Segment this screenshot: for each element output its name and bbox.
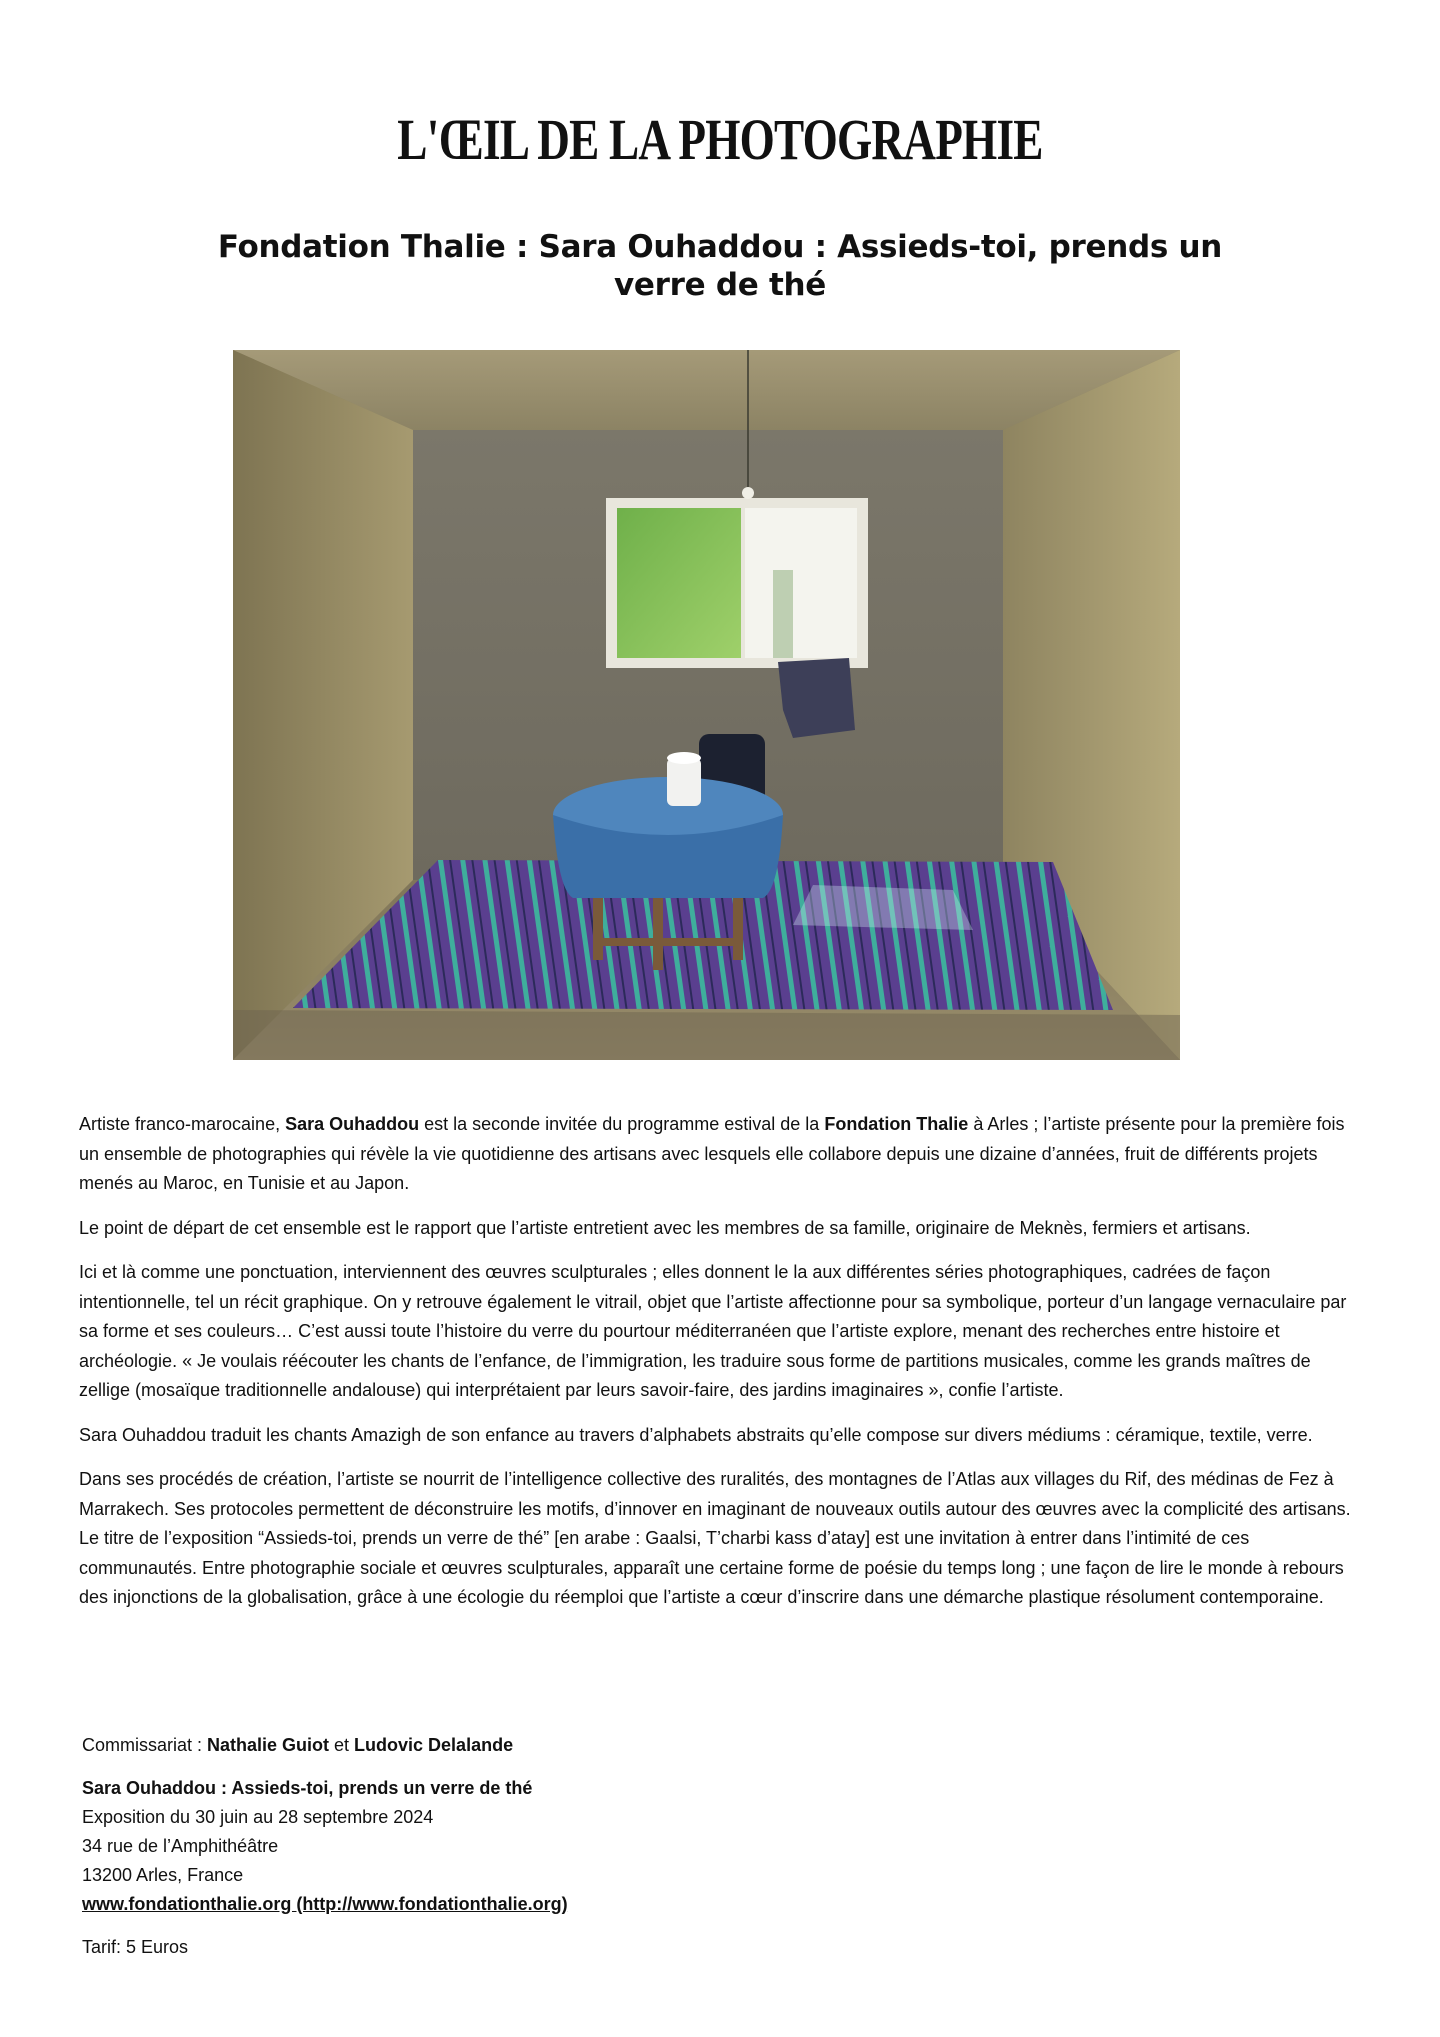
address-city: 13200 Arles, France [82,1865,244,1885]
paragraph-4: Sara Ouhaddou traduit les chants Amazigh de son enfance au travers d’alphabets abstraits qu’elle compose sur divers médiums : céramique, textile, verre. [79,1424,1313,1445]
p1-text-1: Artiste franco-marocaine, [79,1114,286,1134]
artist-name: Sara Ouhaddou [285,1114,420,1134]
room-photo-illustration [233,350,1180,1060]
exhibition-details [82,1774,982,1919]
article-title: Fondation Thalie : Sara Ouhaddou : Assieds-toi, prends un verre de thé [217,229,1223,303]
paragraph-2: Le point de départ de cet ensemble est le rapport que l’artiste entretient avec les membres de sa famille, originaire de Meknès, fermiers et artisans. [79,1217,1251,1238]
curation-line [82,1731,982,1760]
curator-1: Nathalie Guiot [207,1735,330,1755]
website-link[interactable]: www.fondationthalie.org (http://www.fondationthalie.org) [82,1894,568,1914]
curation-label: Commissariat : [82,1735,208,1755]
foundation-name: Fondation Thalie [824,1114,969,1134]
address-street: 34 rue de l’Amphithéâtre [82,1836,279,1856]
paragraph-1 [79,1110,1361,1199]
masthead-logo[interactable]: L'ŒIL DE LA PHOTOGRAPHIE [397,107,1043,172]
exhibition-info [82,1731,982,1976]
paragraph-5: Dans ses procédés de création, l’artiste se nourrit de l’intelligence collective des ruralités, des montagnes de l’Atlas aux villages du Rif, des médinas de Fez à Marrakech. Ses protocoles permettent de déconstruire les motifs, d’innover en imaginant de nouveaux outils autour des œuvres avec la complicité des artisans. Le titre de l’exposition “Assieds-toi, prends un verre de thé” [en arabe : Gaalsi, T’charbi kass d’atay] est une invitation à entrer dans l’intimité de ces communautés. Entre photographie sociale et œuvres sculpturales, apparaît une certaine forme de poésie du temps long ; une façon de lire le monde à rebours des injonctions de la globalisation, grâce à une écologie du réemploi que l’artiste a cœur d’inscrire dans une démarche plastique résolument contemporaine. [79,1469,1351,1607]
p1-text-3: à Arles ; l’artiste présente pour la première fois un ensemble de photographies qui révèle la vie quotidienne des artisans avec lesquels elle collabore depuis une dizaine d’années, fruit de différents projets menés au Maroc, en Tunisie et au Japon. [79,1114,1345,1193]
article-photo [233,350,1180,1060]
paragraph-3: Ici et là comme une ponctuation, interviennent des œuvres sculpturales ; elles donnent le la aux différentes séries photographiques, cadrées de façon intentionnelle, tel un récit graphique. On y retrouve également le vitrail, objet que l’artiste affectionne pour sa symbolique, porteur d’un langage vernaculaire par sa forme et ses couleurs… C’est aussi toute l’histoire du verre du pourtour méditerranéen que l’artiste explore, menant des recherches entre histoire et archéologie. « Je voulais réécouter les chants de l’enfance, de l’immigration, les traduire sous forme de partitions musicales, comme les grands maîtres de zellige (mosaïque traditionnelle andalouse) qui interprétaient par leurs savoir-faire, des jardins imaginaires », confie l’artiste. [79,1262,1347,1400]
exhibition-title: Sara Ouhaddou : Assieds-toi, prends un verre de thé [82,1778,533,1798]
price-line: Tarif: 5 Euros [82,1937,189,1957]
p1-text-2: est la seconde invitée du programme estival de la [419,1114,825,1134]
article-body [79,1110,1361,1628]
curator-2: Ludovic Delalande [354,1735,514,1755]
exhibition-dates: Exposition du 30 juin au 28 septembre 2024 [82,1807,434,1827]
curator-and: et [329,1735,355,1755]
